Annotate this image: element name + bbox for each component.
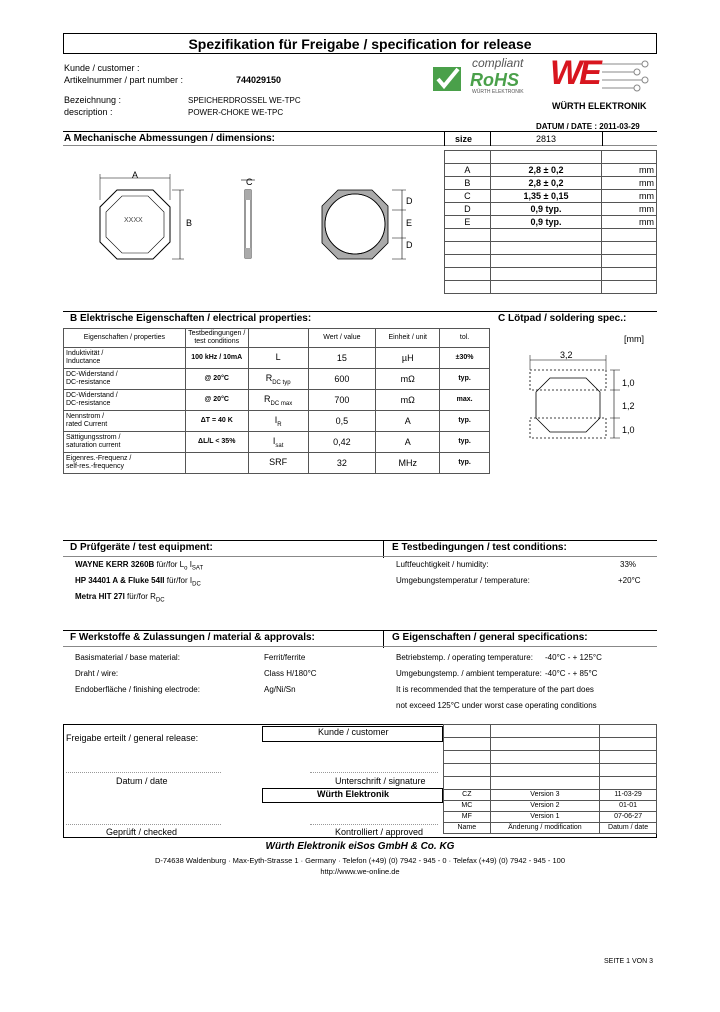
rohs-text: RoHS [470,70,519,90]
page-number: SEITE 1 VON 3 [604,958,654,965]
we-circuit-icon [602,58,652,94]
equipment-line [75,575,201,591]
table-row [445,242,657,255]
section-d-title: D Prüfgeräte / test equipment: [70,542,213,553]
equipment-use: für/for L [156,560,185,569]
dim-unit: mm [602,164,657,177]
we-logo-text: WE [550,54,599,92]
prop-en: self-res.-frequency [66,463,124,470]
release-label: Freigabe erteilt / general release: [66,733,199,743]
sym: I [272,435,276,446]
dim-name: E [445,216,491,229]
marking: XXXX [124,217,143,224]
value-cell: 700 [308,390,376,411]
tol-cell: typ. [440,453,490,474]
description-label: description : [64,107,113,117]
equipment-sub: o [184,565,188,572]
table-row [64,411,490,432]
unit-cell: A [376,411,440,432]
prop-de: Sättigungsstrom / [66,434,121,441]
size-label: size [455,134,473,144]
equipment-use: für/for R [127,592,156,601]
spec-value: -40°C - + 125°C [545,653,602,662]
material-label: Basismaterial / base material: [75,653,180,662]
table-row [445,216,657,229]
size-value: 2813 [536,134,557,144]
equipment-line [75,591,165,607]
rev-name: MF [444,812,491,823]
unit-cell: MHz [376,453,440,474]
cond-cell: ΔT = 40 K [185,411,248,432]
drawing-label-d2: D [406,240,413,250]
material-value: Class H/180°C [264,669,317,678]
release-checked-label: Geprüft / checked [106,827,178,837]
spec-label: Umgebungstemp. / ambient temperature: [396,669,542,678]
unit-cell: µH [376,348,440,369]
prop-cell [64,411,186,432]
solder-dim-3: 1,0 [622,425,635,435]
sym-cell [248,369,308,390]
table-row [445,229,657,242]
table-row [445,255,657,268]
section-e-title: E Testbedingungen / test conditions: [392,542,567,553]
rev-change: Version 3 [490,790,600,801]
sym-cell [248,390,308,411]
table-row [444,790,657,801]
table-row [444,764,657,777]
table-row [445,203,657,216]
table-row [444,812,657,823]
prop-en: rated Current [66,421,108,428]
tol-cell: max. [440,390,490,411]
table-row [64,348,490,369]
rohs-logo [432,58,542,98]
table-row [444,823,657,834]
rev-change: Version 1 [490,812,600,823]
release-customer: Kunde / customer [318,727,389,737]
dim-value: 0,9 typ. [490,203,602,216]
equipment-name: WAYNE KERR 3260B [75,560,155,569]
header-value: Wert / value [308,329,376,348]
footer-company: Würth Elektronik eiSos GmbH & Co. KG [265,841,455,852]
sym: R [265,372,273,383]
solder-dim-width: 3,2 [560,350,573,360]
dim-value: 2,8 ± 0,2 [490,164,602,177]
prop-de: Nennstrom / [66,413,105,420]
spec-value: -40°C - + 85°C [545,669,598,678]
revision-table [443,724,657,834]
dim-value: 2,8 ± 0,2 [490,177,602,190]
rev-date: 07-06-27 [600,812,657,823]
drawing-label-a: A [132,170,139,180]
prop-cell [64,453,186,474]
prop-de: Induktivität / [66,350,104,357]
footer-address: D-74638 Waldenburg · Max-Eyth-Strasse 1 · Germany · Telefon (+49) (0) 7942 - 945 - 0 · Telefax (+49) (0) 7942 - 945 - 100 [154,856,566,865]
dim-unit: mm [602,216,657,229]
cond-cell: @ 20°C [185,390,248,411]
sym-cell [248,348,308,369]
sym: I [274,414,278,425]
rev-change: Version 2 [490,801,600,812]
table-row [445,177,657,190]
customer-label: Kunde / customer : [64,63,140,73]
material-label: Draht / wire: [75,669,119,678]
table-row [64,390,490,411]
section-f-title: F Werkstoffe & Zulassungen / material & approvals: [70,632,315,643]
we-logo [550,56,655,100]
unit-cell: mΩ [376,390,440,411]
table-header-row [64,329,490,348]
drawing-label-c: C [246,177,253,187]
unit-cell: A [376,432,440,453]
prop-cell [64,369,186,390]
prop-cell [64,432,186,453]
solder-dim-1: 1,0 [622,378,635,388]
header-cond-2: test conditions [194,338,240,345]
part-number-label: Artikelnummer / part number : [64,75,184,85]
prop-en: Inductance [66,358,101,365]
tol-cell: ±30% [440,348,490,369]
solder-pad-drawing [520,345,630,445]
dim-name: A [445,164,491,177]
date-label-text: DATUM / DATE : [536,122,598,131]
sym: L [275,351,281,362]
material-label: Endoberfläche / finishing electrode: [75,685,200,694]
equipment-line [75,559,203,575]
value-cell: 32 [308,453,376,474]
prop-en: DC-resistance [66,379,111,386]
cond-cell [185,453,248,474]
value-cell: 0,42 [308,432,376,453]
designation-label: Bezeichnung : [64,95,122,105]
table-row [445,164,657,177]
company-name: WÜRTH ELEKTRONIK [552,101,647,111]
description: POWER-CHOKE WE-TPC [188,108,284,117]
cond-cell: 100 kHz / 10mA [185,348,248,369]
spec-note-1: It is recommended that the temperature of the part does [396,685,594,694]
sym-cell [248,411,308,432]
release-we: Würth Elektronik [317,789,390,799]
table-row [64,453,490,474]
sym-sub: R [277,421,282,428]
rev-date: 11-03-29 [600,790,657,801]
dim-unit: mm [602,190,657,203]
prop-en: saturation current [66,442,121,449]
equipment-use: für/for I [166,576,193,585]
rev-change-header: Änderung / modification [490,823,600,834]
rev-name-header: Name [444,823,491,834]
sym-cell [248,453,308,474]
dim-value: 0,9 typ. [490,216,602,229]
prop-de: DC-Widerstand / [66,371,118,378]
equipment-sub: DC [192,581,201,588]
page-title: Spezifikation für Freigabe / specification for release [188,36,532,52]
part-number: 744029150 [236,75,282,85]
solder-unit: [mm] [624,334,644,344]
release-approved-label: Kontrolliert / approved [335,827,424,837]
table-row [444,801,657,812]
header-cond-1: Testbedingungen / [188,330,246,337]
sym: SRF [269,456,288,467]
dim-name: C [445,190,491,203]
sym-cell [248,432,308,453]
rev-date: 01-01 [600,801,657,812]
prop-de: DC-Widerstand / [66,392,118,399]
table-row [445,268,657,281]
header-tol: tol. [440,329,490,348]
equipment-use-2: I [189,560,192,569]
material-value: Ag/Ni/Sn [264,685,296,694]
tol-cell: typ. [440,411,490,432]
dim-name: D [445,203,491,216]
cond-cell: ΔL/L < 35% [185,432,248,453]
drawing-label-e: E [406,218,413,228]
spec-label: Betriebstemp. / operating temperature: [396,653,533,662]
equipment-name: HP 34401 A & Fluke 54II [75,576,165,585]
header-prop: Eigenschaften / properties [64,329,186,348]
sym-sub: sat [275,442,284,449]
table-row [444,777,657,790]
prop-cell [64,390,186,411]
rev-date-header: Datum / date [600,823,657,834]
test-cond-label: Luftfeuchtigkeit / humidity: [396,560,489,569]
cond-cell: @ 20°C [185,369,248,390]
equipment-name: Metra HIT 27I [75,592,125,601]
sym: R [264,393,271,404]
dim-value: 1,35 ± 0,15 [490,190,602,203]
table-row [445,190,657,203]
rev-name: MC [444,801,491,812]
prop-en: DC-resistance [66,400,111,407]
dim-name: B [445,177,491,190]
unit-cell: mΩ [376,369,440,390]
electrical-table [63,328,490,474]
dim-unit: mm [602,177,657,190]
equipment-sub-2: SAT [191,565,204,572]
drawing-label-d: D [406,196,413,206]
test-cond-value: +20°C [618,576,641,585]
test-cond-label: Umgebungstemperatur / temperature: [396,576,530,585]
spec-note-2: not exceed 125°C under worst case operating conditions [396,701,597,710]
section-b-title: B Elektrische Eigenschaften / electrical properties: [70,313,312,324]
header-cond [185,329,248,348]
rev-name: CZ [444,790,491,801]
drawing-label-b: B [186,218,193,228]
tol-cell: typ. [440,432,490,453]
header-unit: Einheit / unit [376,329,440,348]
table-row [64,432,490,453]
tol-cell: typ. [440,369,490,390]
dimensions-table [444,150,657,294]
sym-sub: DC typ [272,379,291,386]
table-row [444,725,657,738]
table-row [64,369,490,390]
prop-cell [64,348,186,369]
equipment-sub: DC [155,597,165,604]
test-cond-value: 33% [620,560,637,569]
sym-sub: DC max [270,400,293,407]
rohs-compliant-text: compliant [472,56,524,70]
table-row [444,738,657,751]
section-g-title: G Eigenschaften / general specifications: [392,632,588,643]
table-row [445,151,657,164]
material-value: Ferrit/ferrite [264,653,306,662]
rohs-check-icon [432,64,464,94]
release-signature-label: Unterschrift / signature [335,776,426,786]
value-cell: 15 [308,348,376,369]
value-cell: 0,5 [308,411,376,432]
date-value: 2011-03-29 [599,122,640,131]
release-date-label: Datum / date [116,776,168,786]
footer-url: http://www.we-online.de [320,867,400,876]
dim-unit: mm [602,203,657,216]
prop-de: Eigenres.-Frequenz / [66,455,132,462]
designation: SPEICHERDROSSEL WE-TPC [188,96,301,105]
section-c-title: C Lötpad / soldering spec.: [498,313,627,324]
solder-dim-2: 1,2 [622,401,635,411]
table-row [444,751,657,764]
value-cell: 600 [308,369,376,390]
section-a-title: A Mechanische Abmessungen / dimensions: [64,133,275,144]
rohs-sub-text: WÜRTH ELEKTRONIK [472,89,524,95]
table-row [445,281,657,294]
